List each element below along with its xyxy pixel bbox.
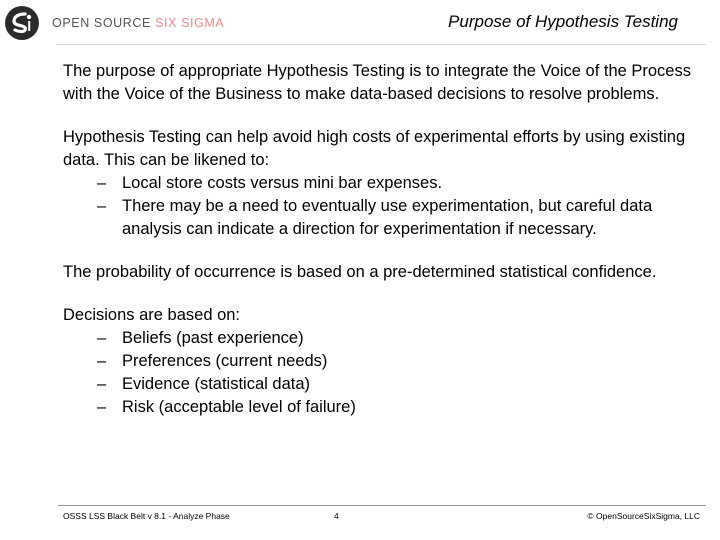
sub-bullet-text: Beliefs (past experience)	[122, 329, 304, 347]
sub-bullet-text: Preferences (current needs)	[122, 352, 328, 370]
footer-course: OSSS LSS Black Belt v 8.1 - Analyze Phase	[63, 511, 230, 521]
footer-copyright: © OpenSourceSixSigma, LLC	[587, 511, 700, 521]
sub-bullet-text: Local store costs versus mini bar expenses.	[122, 174, 443, 192]
bullet-dash: –	[97, 197, 107, 215]
logo	[4, 4, 224, 42]
paragraph-costs: Hypothesis Testing can help avoid high costs of experimental efforts by using existing data. This can be likened to:	[63, 128, 686, 169]
sub-bullet-text: There may be a need to eventually use experimentation, but careful data analysis can indicate a direction for experimentation if necessary.	[122, 197, 653, 238]
paragraph-probability: The probability of occurrence is based on a pre-determined statistical confidence.	[63, 263, 657, 281]
brand-name-part2: SIX SIGMA	[155, 16, 225, 30]
logo-mark-icon	[4, 5, 40, 41]
slide-title: Purpose of Hypothesis Testing	[448, 12, 678, 31]
bullet-dash: –	[97, 329, 107, 347]
sub-bullet	[97, 396, 693, 419]
page-number: 4	[334, 511, 339, 521]
paragraph-purpose: The purpose of appropriate Hypothesis Testing is to integrate the Voice of the Process with the Voice of the Business to make data-based decisions to resolve problems.	[63, 62, 691, 103]
paragraph-decisions: Decisions are based on:	[63, 306, 241, 324]
sub-bullet-text: Risk (acceptable level of failure)	[122, 398, 356, 416]
bullet-dash: –	[97, 375, 107, 393]
sub-bullet-text: Evidence (statistical data)	[122, 375, 311, 393]
sub-bullet	[97, 373, 693, 396]
footer-divider	[58, 505, 706, 506]
bullet-dash: –	[97, 398, 107, 416]
bullet-dash: –	[97, 174, 107, 192]
bullet-dash: –	[97, 352, 107, 370]
sub-bullet	[97, 327, 693, 350]
sub-bullet	[97, 350, 693, 373]
sub-bullet	[97, 195, 693, 241]
brand-name	[52, 16, 224, 30]
sub-bullet	[97, 172, 693, 195]
header-divider	[56, 44, 706, 45]
slide-body	[63, 60, 693, 419]
brand-name-part1: OPEN SOURCE	[52, 16, 156, 30]
